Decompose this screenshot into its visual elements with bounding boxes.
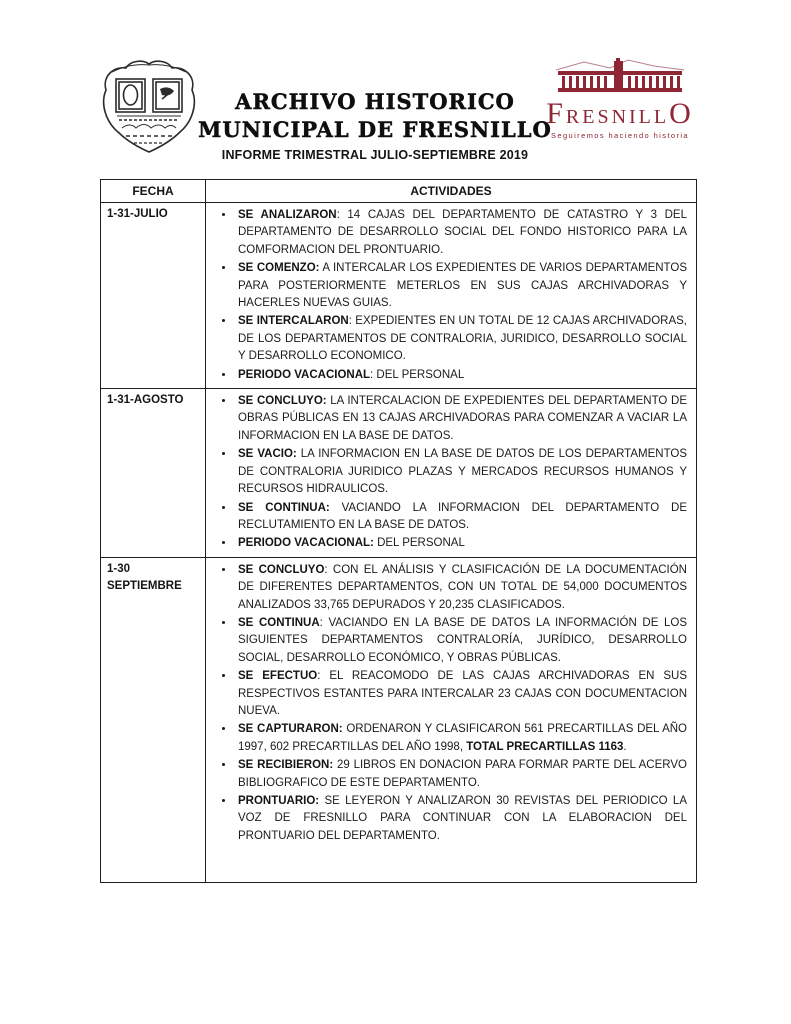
logo-letter-last: O [669, 97, 694, 130]
colonnade-building-icon [550, 58, 690, 98]
activity-lead-text: PRONTUARIO: [238, 795, 320, 807]
activity-item [235, 757, 687, 792]
logo-tagline: Seguiremos haciendo historia [550, 131, 689, 140]
logo-letters-middle: RESNILL [565, 106, 670, 128]
page-title-line2: MUNICIPAL DE FRESNILLO [198, 117, 552, 142]
fresnillo-logo-wordmark [529, 97, 711, 132]
activity-item [235, 793, 687, 845]
column-header-actividades: ACTIVIDADES [206, 180, 697, 203]
activities-cell [206, 557, 697, 882]
page-title-line1: ARCHIVO HISTORICO [235, 89, 515, 114]
activity-item [235, 313, 687, 365]
activity-lead-text: SE RECIBIERON: [238, 759, 334, 772]
activity-body-text: DEL PERSONAL [373, 537, 465, 550]
activity-item [235, 260, 687, 312]
activity-item [235, 367, 687, 384]
fecha-cell: 1-30 SEPTIEMBRE [101, 557, 206, 882]
activity-lead-text: SE VACIO: [238, 448, 297, 461]
activity-item [235, 721, 687, 756]
table-row [101, 389, 697, 558]
activity-body-text: VACIANDO LA INFORMACION DEL DEPARTAMENTO DE RECLUTAMIENTO EN LA BASE DE DATOS. [238, 501, 687, 531]
activity-lead-text: TOTAL PRECARTILLAS 1163 [466, 740, 624, 753]
activity-lead-text: SE INTERCALARON [238, 315, 349, 328]
activity-lead-text: SE CONCLUYO: [238, 395, 327, 408]
activity-body-text: : VACIANDO EN LA BASE DE DATOS LA INFORMACIÓN DE LOS SIGUIENTES DEPARTAMENTOS CONTRALORÍA, JURÍDICO, DESARROLLO SOCIAL, DESARROLLO ECONÓMICO, Y OBRAS PÚBLICAS. [238, 616, 688, 664]
activities-list [206, 562, 687, 846]
activity-lead-text: SE ANALIZARON [238, 209, 337, 221]
activity-lead-text: SE EFECTUO [238, 670, 318, 683]
activity-lead-text: SE CAPTURARON: [238, 723, 343, 736]
activity-lead-text: SE CONTINUA: [238, 501, 330, 514]
logo-letter-first: F [546, 97, 566, 130]
activity-lead-text: SE CONTINUA [238, 616, 320, 629]
document-header [170, 88, 580, 162]
activity-lead-text: PERIODO VACACIONAL: [238, 537, 374, 550]
activities-cell [206, 203, 697, 389]
fecha-cell: 1-31-JULIO [101, 203, 206, 389]
activity-item [235, 562, 687, 614]
activity-item [235, 207, 687, 259]
table-row [101, 557, 697, 882]
activities-list [206, 393, 687, 553]
activity-body-text: LA INTERCALACION DE EXPEDIENTES DEL DEPARTAMENTO DE OBRAS PÚBLICAS EN 13 CAJAS ARCHIVADORAS PARA COMENZAR A VACIAR LA INFORMACION EN LA BASE DE DATOS. [238, 395, 687, 442]
activity-body-text: : 14 CAJAS DEL DEPARTAMENTO DE CATASTRO Y 3 DEL DEPARTAMENTO DE DESARROLLO SOCIAL DEL FONDO HISTORICO PARA LA COMFORMACION DEL PRONTUARIO. [238, 209, 687, 256]
report-table [100, 179, 697, 883]
activity-item [235, 615, 687, 667]
activity-body-text: 29 LIBROS EN DONACION PARA FORMAR PARTE DEL ACERVO BIBLIOGRAFICO DE ESTE DEPARTAMENTO. [238, 759, 687, 789]
table-header-row [101, 180, 697, 203]
activities-list [206, 207, 687, 384]
activity-body-text: : EL REACOMODO DE LAS CAJAS ARCHIVADORAS EN SUS RESPECTIVOS ESTANTES PARA INTERCALAR 23 CAJAS CON DOCUMENTACION NUEVA. [238, 670, 688, 717]
activity-body-text: : EXPEDIENTES EN UN TOTAL DE 12 CAJAS ARCHIVADORAS, DE LOS DEPARTAMENTOS DE CONTRALORIA, JURIDICO, DESARROLLO SOCIAL Y DESARROLLO ECONOMICO. [238, 315, 687, 363]
column-header-fecha: FECHA [101, 180, 206, 203]
activity-item [235, 446, 687, 498]
activity-body-text: SE LEYERON Y ANALIZARON 30 REVISTAS DEL PERIODICO LA VOZ DE FRESNILLO PARA CONTINUAR CON LA ELABORACION DEL PRONTUARIO DEL DEPARTAMENTO. [238, 795, 687, 842]
report-subtitle: INFORME TRIMESTRAL JULIO-SEPTIEMBRE 2019 [221, 148, 529, 162]
activity-body-text: LA INFORMACION EN LA BASE DE DATOS DE LOS DEPARTAMENTOS DE CONTRALORIA JURIDICO PLAZAS Y MERCADOS RECURSOS HUMANOS Y RECURSOS HIDRAULICOS. [238, 448, 687, 496]
activity-lead-text: SE COMENZO: [238, 262, 320, 275]
activity-body-text: . [623, 740, 627, 753]
table-row [101, 203, 697, 389]
activity-item [235, 668, 687, 720]
activities-cell [206, 389, 697, 558]
activity-item [235, 500, 687, 535]
activity-body-text: A INTERCALAR LOS EXPEDIENTES DE VARIOS DEPARTAMENTOS PARA POSTERIORMENTE METERLOS EN SUS CAJAS ARCHIVADORAS Y HACERLES NUEVAS GUIAS. [238, 262, 687, 310]
activity-body-text: : DEL PERSONAL [370, 368, 465, 381]
activity-lead-text: PERIODO VACACIONAL [238, 368, 371, 381]
fresnillo-logo [529, 58, 711, 140]
activity-body-text: : CON EL ANÁLISIS Y CLASIFICACIÓN DE LA DOCUMENTACIÓN DE DIFERENTES DEPARTAMENTOS, CON UN TOTAL DE 54,000 DOCUMENTOS ANALIZADOS 33,765 DEPURADOS Y 20,235 CLASIFICADOS. [238, 563, 687, 611]
activity-item [235, 393, 687, 445]
activity-item [235, 535, 687, 552]
activity-lead-text: SE CONCLUYO [238, 563, 325, 576]
fecha-cell: 1-31-AGOSTO [101, 389, 206, 558]
activity-body-text: ORDENARON Y CLASIFICARON 561 PRECARTILLAS DEL AÑO 1997, 602 PRECARTILLAS DEL AÑO 1998, [238, 723, 687, 753]
